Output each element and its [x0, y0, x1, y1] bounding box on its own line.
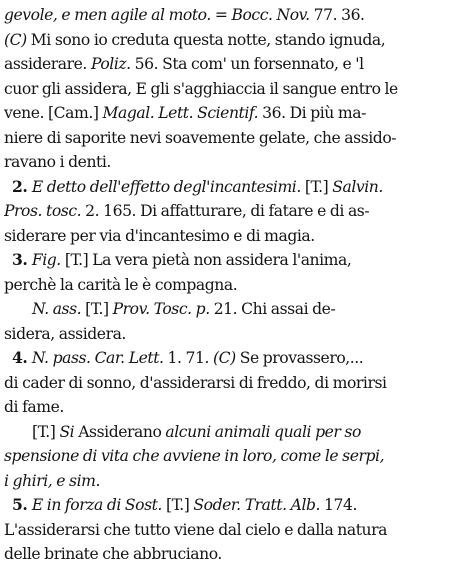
text-run: assiderare. [4, 55, 91, 73]
text-line [4, 469, 469, 494]
sense-number: 4. [12, 348, 32, 367]
italic-text: E detto dell'effetto degl'incantesimi. [31, 177, 301, 196]
text-run: ravano i denti. [4, 153, 111, 171]
text-run: 2. 165. Di affatturare, di fatare e di as- [81, 202, 370, 220]
text-run: 21. Chi assai de- [209, 300, 336, 318]
italic-text: (C) [4, 30, 27, 49]
text-run: 1. 71. [163, 349, 213, 367]
text-line [4, 199, 469, 224]
text-line [4, 420, 469, 445]
text-line [4, 101, 469, 126]
text-run: 36. Di più ma- [258, 104, 366, 122]
sense-number: 2. [12, 176, 32, 196]
italic-text: Pros. tosc. [4, 202, 82, 220]
text-line [4, 395, 469, 420]
text-line [4, 518, 469, 543]
text-line [4, 126, 469, 151]
text-line [4, 175, 469, 200]
text-run: cuor gli assidera, E gli s'agghiaccia il sangue entro le [4, 79, 398, 98]
text-line [4, 28, 469, 53]
italic-text: E in forza di Sost. [31, 496, 162, 514]
italic-text: Salvin. [332, 177, 383, 196]
text-run: sidera, assidera. [4, 324, 126, 343]
italic-text: alcuni animali quali per so [165, 422, 361, 441]
text-run: siderare per via d'incantesimo e di magia. [4, 226, 315, 245]
text-run: 77. 36. [309, 6, 365, 24]
sense-number: 3. [12, 250, 32, 269]
italic-text: Soder. Tratt. Alb. [193, 496, 321, 514]
text-line [4, 150, 469, 175]
text-run: Se provassero,... [235, 349, 364, 367]
text-run: Assiderano [74, 422, 166, 441]
text-line [4, 273, 469, 298]
text-run: [T.] [81, 300, 113, 318]
italic-text: Si [59, 422, 75, 441]
italic-text: N. pass. Car. Lett. [31, 349, 164, 367]
text-line [4, 3, 469, 28]
italic-text: gevole, e men agile al moto. [4, 6, 215, 24]
italic-text: Bocc. Nov. [231, 6, 310, 24]
text-line [4, 444, 469, 469]
dictionary-entry-text [4, 3, 469, 567]
text-run: delle brinate che abbruciano. [4, 545, 222, 563]
text-run: di cader di sonno, d'assiderarsi di freddo, di morirsi [4, 373, 387, 392]
text-run: [T.] [161, 496, 194, 514]
text-line [4, 77, 469, 102]
text-run: 174. [320, 496, 357, 514]
italic-text: Prov. Tosc. p. [112, 300, 210, 318]
text-run: niere di saporite nevi soavemente gelate, che assido- [4, 128, 397, 147]
text-run: [T.] [32, 422, 60, 441]
italic-text: (C) [212, 349, 236, 367]
text-run: vene. [Cam.] [4, 104, 103, 122]
text-line [4, 371, 469, 396]
text-line [4, 346, 469, 371]
italic-text: Magal. Lett. Scientif. [102, 104, 259, 122]
text-line [4, 52, 469, 77]
sense-number: 5. [12, 495, 32, 514]
text-run: [T.] La vera pietà non assidera l'anima, [60, 251, 352, 269]
text-line [4, 297, 469, 322]
text-line [4, 224, 469, 249]
italic-text: i ghiri, e sim. [4, 471, 100, 490]
text-line [4, 493, 469, 518]
text-run: 56. Sta com' un forsennato, e 'l [130, 55, 364, 73]
text-run: Mi sono io creduta questa notte, stando ignuda, [26, 30, 386, 49]
text-run: perchè la carità le è compagna. [4, 275, 238, 294]
text-run: [T.] [300, 177, 333, 196]
italic-text: N. ass. [32, 300, 82, 318]
text-line [4, 542, 469, 567]
text-run: = [214, 6, 232, 24]
italic-text: spensione di vita che avviene in loro, come le serpi, [4, 447, 385, 465]
text-run: di fame. [4, 398, 64, 416]
italic-text: Poliz. [90, 55, 131, 73]
italic-text: Fig. [31, 251, 61, 269]
text-line [4, 248, 469, 273]
text-run: L'assiderarsi che tutto viene dal cielo e dalla natura [4, 520, 387, 539]
text-line [4, 322, 469, 347]
